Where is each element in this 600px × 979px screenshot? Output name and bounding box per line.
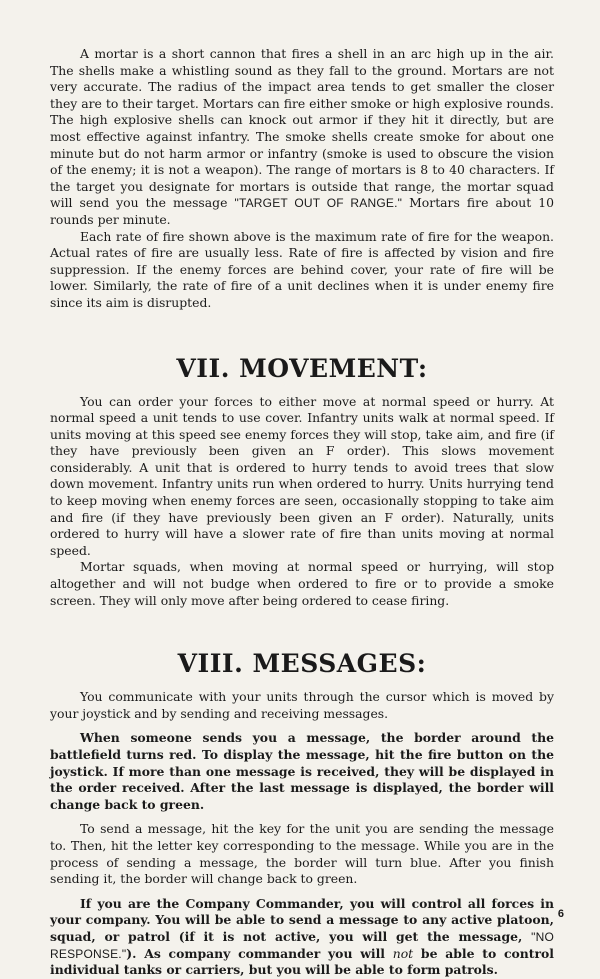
mortar-paragraph xyxy=(50,46,554,229)
company-commander-paragraph xyxy=(50,896,554,979)
mortar-section xyxy=(50,46,554,312)
messages-section xyxy=(50,689,554,979)
movement-section xyxy=(50,394,554,610)
commander-text-3: be able to control individual tanks or carriers, but you will be able to form patrols. xyxy=(50,945,554,978)
movement-paragraph: You can order your forces to either move at normal speed or hurry. At normal speed a unit tends to use cover. Infantry units walk at normal speed. If units moving at this speed see enemy forces they will stop, take aim, and fire (if they have previously been given an F order). This slows movement considerably. A unit that is ordered to hurry tends to avoid trees that slow down movement. Infantry units run when ordered to hurry. Units hurrying tend to keep moving when enemy forces are seen, occasionally stopping to take aim and fire (if they have previously been given an F order). Naturally, units ordered to hurry will have a slower rate of fire than units moving at normal speed. xyxy=(50,393,554,558)
mortar-movement-paragraph: Mortar squads, when moving at normal speed or hurrying, will stop altogether and will not budge when ordered to fire or to provide a smoke screen. They will only move after being ordered to cease firing. xyxy=(50,559,554,608)
commander-text-2: ). As company commander you will xyxy=(126,945,393,961)
messages-heading: VIII. MESSAGES: xyxy=(177,649,427,679)
page-number: 6 xyxy=(557,908,564,920)
commander-emphasis: not xyxy=(392,945,414,961)
target-out-of-range-message: "TARGET OUT OF RANGE." xyxy=(234,196,403,211)
commander-text: If you are the Company Commander, you will control all forces in your company. You will be able to send a message to any active platoon, squad, or patrol (if it is not active, you will get the message, xyxy=(50,895,554,944)
receiving-messages-paragraph: When someone sends you a message, the border around the battlefield turns red. To display the message, hit the fire button on the joystick. If more than one message is received, they will be displayed in the order received. After the last message is displayed, the border will change back to green. xyxy=(50,730,554,812)
sending-messages-paragraph: To send a message, hit the key for the unit you are sending the message to. Then, hit the letter key corresponding to the message. While you are in the process of sending a message, the border will turn blue. After you finish sending it, the border will change back to green. xyxy=(50,821,554,887)
mortar-text-end: Mortars fire about 10 rounds per minute. xyxy=(50,195,554,227)
movement-heading: VII. MOVEMENT: xyxy=(176,353,428,383)
messages-intro-paragraph: You communicate with your units through the cursor which is moved by your joystick and by sending and receiving messages. xyxy=(50,689,554,721)
rate-of-fire-paragraph: Each rate of fire shown above is the maximum rate of fire for the weapon. Actual rates of fire are usually less. Rate of fire is affected by vision and fire suppression. If the enemy forces are behind cover, your rate of fire will be lower. Similarly, the rate of fire of a unit declines when it is under enemy fire since its aim is disrupted. xyxy=(50,228,554,310)
mortar-text: A mortar is a short cannon that fires a shell in an arc high up in the air. The shells make a whistling sound as they fall to the ground. Mortars are not very accurate. The radius of the impact area tends to get smaller the closer they are to their target. Mortars can fire either smoke or high explosive rounds. The high explosive shells can knock out armor if they hit it directly, but are most effective against infantry. The smoke shells create smoke for about one minute but do not harm armor or infantry (smoke is used to obscure the vision of the enemy; it is not a weapon). The range of mortars is 8 to 40 characters. If the target you designate for mortars is outside that range, the mortar squad will send you the message xyxy=(50,46,554,211)
no-response-message: "NO RESPONSE." xyxy=(50,929,554,961)
